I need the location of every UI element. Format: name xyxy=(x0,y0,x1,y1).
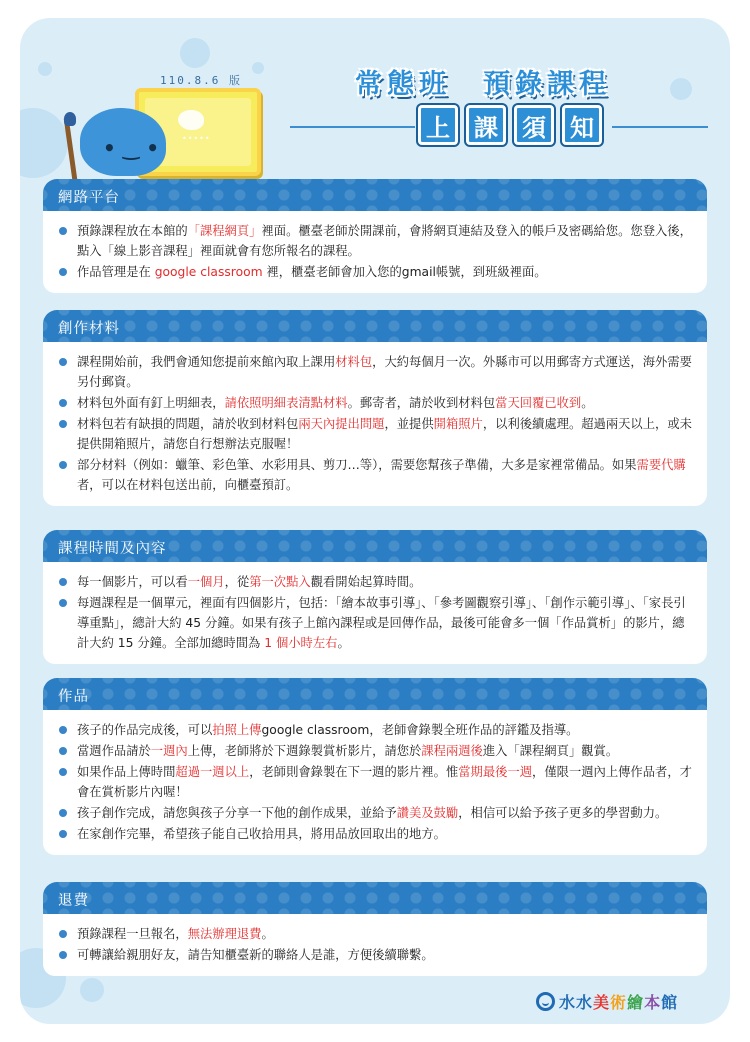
body-text: 材料包外面有釘上明細表， xyxy=(77,396,225,410)
body-text: 如果作品上傳時間 xyxy=(77,765,176,779)
highlight-text: 拍照上傳 xyxy=(212,723,262,737)
body-text: 每週課程是一個單元，裡面有四個影片，包括：「繪本故事引導」、「參考圖觀察引導」、「創作示範引導」、「家長引導重點」，總計大約 45 分鐘。如果有孩子上館內課程或是回傳作品，最後可能會多一個「作品賞析」的影片，總計大約 15 分鐘。全部加總時間為 xyxy=(77,596,686,650)
body-text: 觀看開始起算時間。 xyxy=(310,575,422,589)
body-text: 預錄課程放在本館的 xyxy=(77,224,188,238)
body-text: 孩子的作品完成後，可以 xyxy=(77,723,213,737)
highlight-text: 需要代購 xyxy=(636,458,686,472)
section-title: 網路平台 xyxy=(58,190,120,206)
body-text: 在家創作完畢，希望孩子能自己收拾用具，將用品放回取出的地方。 xyxy=(77,827,446,841)
divider xyxy=(290,126,415,128)
subtitle-char: 知 xyxy=(562,105,602,145)
highlight-text: 一個月 xyxy=(187,575,225,589)
bullet-item xyxy=(57,572,695,592)
section-body xyxy=(43,211,707,293)
body-text: 孩子創作完成，請您與孩子分享一下他的創作成果，並給予 xyxy=(77,806,397,820)
subtitle-char: 課 xyxy=(466,105,506,145)
body-text: 材料包若有缺損的問題，請於收到材料包 xyxy=(77,417,299,431)
highlight-text: 「課程網頁」 xyxy=(187,224,262,238)
decor-bubble xyxy=(252,62,264,74)
bullet-item xyxy=(57,803,695,823)
highlight-text: 讚美及鼓勵 xyxy=(396,806,459,820)
brand-char: 水 xyxy=(559,993,577,1012)
section-header xyxy=(43,882,707,914)
section-header xyxy=(43,530,707,562)
version-label: 110.8.6 版 xyxy=(160,74,242,87)
body-text: ，僅限一週內上傳作品者，才會在賞析影片內喔！ xyxy=(77,765,692,799)
bullet-item xyxy=(57,221,695,261)
section-body xyxy=(43,710,707,855)
highlight-text: 請依照明細表清點材料 xyxy=(224,396,348,410)
brand-char: 水 xyxy=(576,993,594,1012)
section-platform xyxy=(43,179,707,293)
body-text: ，從 xyxy=(224,575,250,589)
section-header xyxy=(43,310,707,342)
subtitle-char: 須 xyxy=(514,105,554,145)
body-text: 者，可以在材料包送出前，向櫃臺預訂。 xyxy=(77,478,299,492)
section-refund xyxy=(43,882,707,976)
highlight-text: 材料包 xyxy=(335,355,373,369)
body-text: 。 xyxy=(261,927,274,941)
section-body xyxy=(43,562,707,664)
brand-char: 館 xyxy=(661,993,679,1012)
bullet-item xyxy=(57,720,695,740)
highlight-text: 當期最後一週 xyxy=(458,765,533,779)
highlight-text: 一週內 xyxy=(150,744,188,758)
brand-char: 美 xyxy=(593,993,611,1012)
body-text: 課程開始前，我們會通知您提前來館內取上課用 xyxy=(77,355,336,369)
bullet-item xyxy=(57,945,695,965)
bullet-item xyxy=(57,393,695,413)
bullet-item xyxy=(57,762,695,802)
body-text: ，以利後續處理。超過兩天以上，或未提供開箱照片，請您自行想辦法克服喔！ xyxy=(77,417,692,451)
body-text: 當週作品請於 xyxy=(77,744,151,758)
body-text: ，老師則會錄製在下一週的影片裡。惟 xyxy=(249,765,459,779)
section-materials xyxy=(43,310,707,506)
section-body xyxy=(43,914,707,976)
highlight-text: 兩天內提出問題 xyxy=(298,417,385,431)
section-header xyxy=(43,179,707,211)
brand-name xyxy=(559,990,678,1013)
section-title: 退費 xyxy=(58,893,89,909)
smile-logo-icon xyxy=(536,992,555,1011)
bullet-item xyxy=(57,455,695,495)
body-text: 每一個影片，可以看 xyxy=(77,575,188,589)
section-title: 課程時間及內容 xyxy=(58,541,167,557)
section-header xyxy=(43,678,707,710)
bullet-item xyxy=(57,593,695,653)
section-schedule xyxy=(43,530,707,664)
brand-logo xyxy=(536,990,678,1013)
bullet-item xyxy=(57,924,695,944)
body-text: ，相信可以給予孩子更多的學習動力。 xyxy=(458,806,668,820)
subtitle-char: 上 xyxy=(418,105,458,145)
section-body xyxy=(43,342,707,506)
decor-bubble xyxy=(20,108,68,178)
highlight-text: 無法辦理退費 xyxy=(187,927,262,941)
brand-char: 術 xyxy=(610,993,628,1012)
page-title: 常態班 預錄課程 xyxy=(355,69,611,100)
body-text: 可轉讓給親朋好友，請告知櫃臺新的聯絡人是誰，方便後續聯繫。 xyxy=(77,948,434,962)
palette-icon xyxy=(178,110,204,130)
highlight-text: 1 個小時左右 xyxy=(264,636,338,650)
decor-bubble xyxy=(180,38,210,68)
highlight-text: 超過一週以上 xyxy=(175,765,250,779)
body-text: 裡面。櫃臺老師於開課前，會將網頁連結及登入的帳戶及密碼給您。您登入後，點入「線上影音課程」裡面就會有您所報名的課程。 xyxy=(77,224,692,258)
decor-bubble xyxy=(38,62,52,76)
divider xyxy=(612,126,708,128)
decor-bubble xyxy=(670,78,692,100)
body-text: google classroom，老師會錄製全班作品的評鑑及指導。 xyxy=(261,723,579,737)
body-text: 。郵寄者，請於收到材料包 xyxy=(347,396,496,410)
decor-bubble xyxy=(80,978,104,1002)
highlight-text: 課程兩週後 xyxy=(421,744,483,758)
body-text: 進入「課程網頁」觀賞。 xyxy=(482,744,619,758)
bullet-item xyxy=(57,352,695,392)
bullet-item xyxy=(57,741,695,761)
body-text: 。 xyxy=(581,396,594,410)
bullet-item xyxy=(57,262,695,282)
body-text: 預錄課程一旦報名， xyxy=(77,927,188,941)
mascot-face: • ‿ • xyxy=(103,136,160,160)
body-text: 部分材料（例如：蠟筆、彩色筆、水彩用具、剪刀…等），需要您幫孩子準備，大多是家裡常備品。如果 xyxy=(77,458,637,472)
body-text: 作品管理是在 xyxy=(77,265,155,279)
paintbrush-tip xyxy=(64,112,76,126)
body-text: ，大約每個月一次。外縣市可以用郵寄方式運送，海外需要另付郵資。 xyxy=(77,355,692,389)
highlight-text: google classroom xyxy=(154,265,263,279)
highlight-text: 開箱照片 xyxy=(433,417,483,431)
highlight-text: 當天回覆已收到 xyxy=(495,396,582,410)
body-text: ，並提供 xyxy=(384,417,434,431)
brand-char: 本 xyxy=(644,993,662,1012)
subtitle-boxes xyxy=(418,105,602,145)
section-title: 作品 xyxy=(58,689,89,705)
section-artwork xyxy=(43,678,707,855)
body-text: 裡，櫃臺老師會加入您的gmail帳號，到班級裡面。 xyxy=(262,265,547,279)
bullet-item xyxy=(57,414,695,454)
palette-dots: ••••• xyxy=(182,134,211,143)
bullet-item xyxy=(57,824,695,844)
brand-char: 繪 xyxy=(627,993,645,1012)
section-title: 創作材料 xyxy=(58,321,120,337)
body-text: 上傳，老師將於下週錄製賞析影片，請您於 xyxy=(187,744,422,758)
highlight-text: 第一次點入 xyxy=(249,575,311,589)
body-text: 。 xyxy=(337,636,350,650)
